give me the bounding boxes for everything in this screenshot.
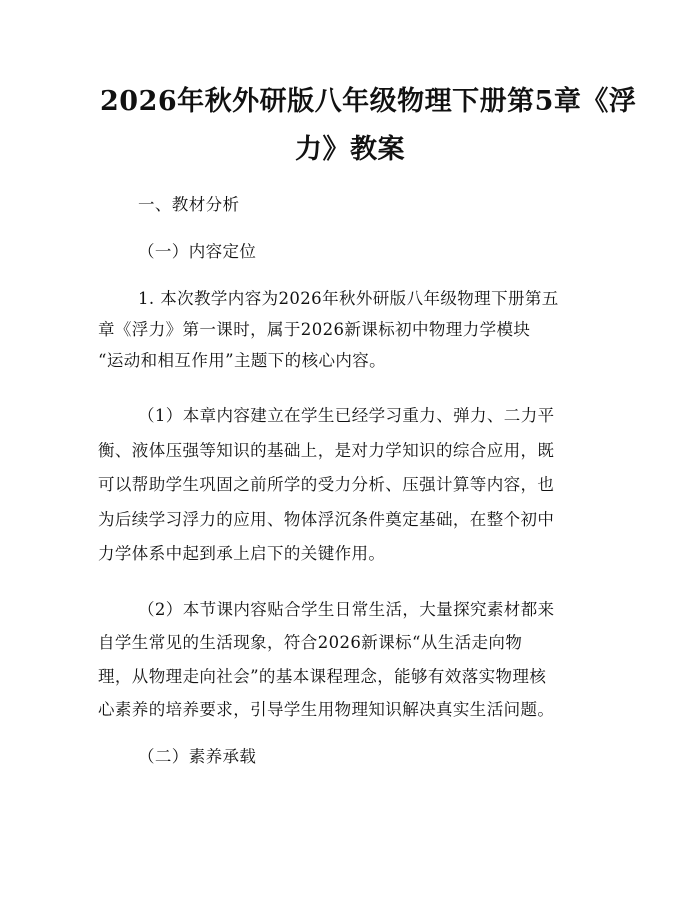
paragraph-1-line-3: “运动和相互作用”主题下的核心内容。 <box>98 351 387 370</box>
paragraph-2-line-3: 可以帮助学生巩固之前所学的受力分析、压强计算等内容，也 <box>98 475 555 494</box>
subsection-heading-content-positioning: （一）内容定位 <box>138 242 257 261</box>
paragraph-3-line-3: 理，从物理走向社会”的基本课程理念，能够有效落实物理核 <box>98 667 547 686</box>
paragraph-3-line-2: 自学生常见的生活现象，符合2026新课标“从生活走向物 <box>98 633 523 652</box>
paragraph-2-line-1: （1）本章内容建立在学生已经学习重力、弹力、二力平 <box>138 406 555 425</box>
subsection-heading-literacy: （二）素养承载 <box>138 747 257 766</box>
paragraph-3-line-1: （2）本节课内容贴合学生日常生活，大量探究素材都来 <box>138 600 555 619</box>
paragraph-3-line-4: 心素养的培养要求，引导学生用物理知识解决真实生活问题。 <box>98 700 555 719</box>
section-heading-textbook-analysis: 一、教材分析 <box>138 195 240 214</box>
document-title-line-2: 力》教案 <box>295 134 405 165</box>
paragraph-2-line-5: 力学体系中起到承上启下的关键作用。 <box>98 544 386 563</box>
document-title-line-1: 2026年秋外研版八年级物理下册第5章《浮 <box>100 86 637 117</box>
paragraph-1-line-2: 章《浮力》第一课时，属于2026新课标初中物理力学模块 <box>98 320 531 339</box>
paragraph-2-line-2: 衡、液体压强等知识的基础上，是对力学知识的综合应用，既 <box>98 441 555 460</box>
paragraph-2-line-4: 为后续学习浮力的应用、物体浮沉条件奠定基础，在整个初中 <box>98 510 555 529</box>
paragraph-1-line-1: 1. 本次教学内容为2026年秋外研版八年级物理下册第五 <box>138 289 559 308</box>
